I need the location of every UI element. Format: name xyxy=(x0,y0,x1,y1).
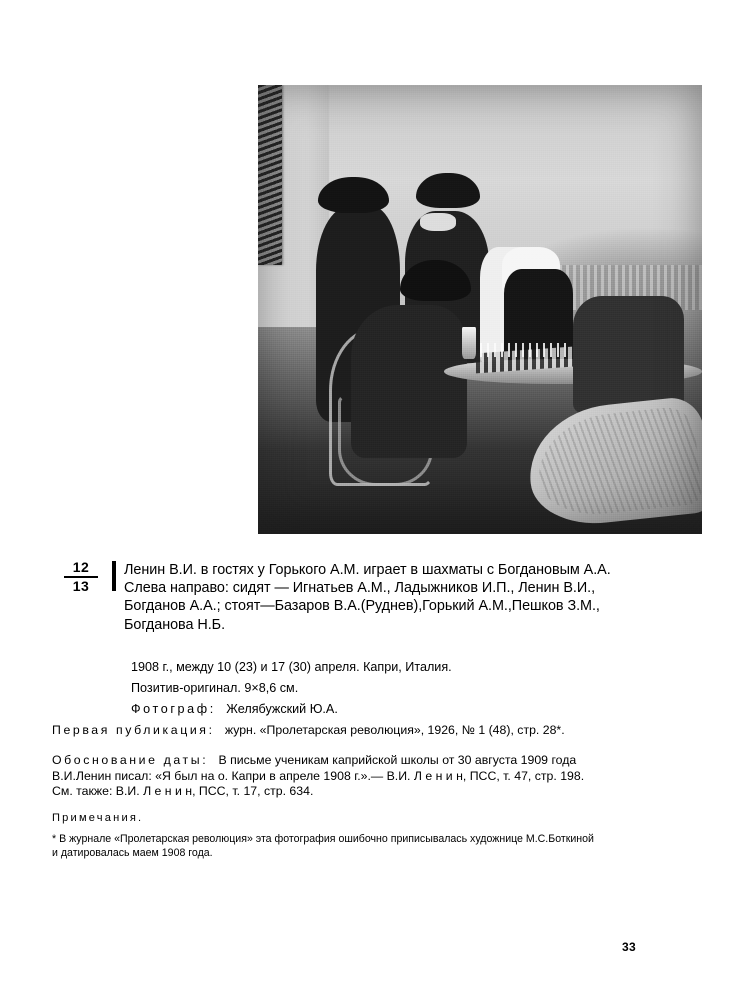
photograph-image xyxy=(258,85,702,534)
notes-heading: Примечания. xyxy=(52,812,144,824)
date-justification-line-2: В.И.Ленин писал: «Я был на о. Капри в апреле 1908 г.».— В.И. Л е н и н, ПСС, т. 47, стр. 198. xyxy=(52,768,585,783)
notes-footnote-line-2: и датировалась маем 1908 года. xyxy=(52,847,213,859)
caption-line-2: Слева направо: сидят — Игнатьев А.М., Ладыжников И.П., Ленин В.И., xyxy=(124,580,596,597)
first-publication-line xyxy=(52,723,742,739)
metadata-photographer-label: Фотограф: xyxy=(131,702,216,716)
caption-line-1: Ленин В.И. в гостях у Горького А.М. играет в шахматы с Богдановым А.А. xyxy=(124,562,611,578)
notes-section xyxy=(52,811,742,861)
photo-vignette xyxy=(258,85,702,534)
folio-fraction xyxy=(58,560,104,594)
page-number: 33 xyxy=(622,940,636,954)
caption-line-3: Богданов А.А.; стоят—Базаров В.А.(Руднев),Горький А.М.,Пешков З.М., xyxy=(124,598,600,615)
folio-number-bottom: 13 xyxy=(72,578,90,594)
photo-metadata-block xyxy=(131,657,731,720)
caption-vertical-bar xyxy=(112,561,116,591)
folio-number-top: 12 xyxy=(72,559,90,575)
first-publication-label: Первая публикация: xyxy=(52,723,215,737)
first-publication-section xyxy=(52,723,742,739)
date-justification-label: Обоснование даты: xyxy=(52,753,209,767)
photo-caption xyxy=(124,561,744,634)
metadata-original: Позитив-оригинал. 9×8,6 см. xyxy=(131,681,299,695)
date-justification-section xyxy=(52,753,742,800)
caption-line-4: Богданова Н.Б. xyxy=(124,616,226,633)
date-justification-line-3: См. также: В.И. Л е н и н, ПСС, т. 17, стр. 634. xyxy=(52,784,314,799)
date-justification-line-1-text: В письме ученикам каприйской школы от 30 августа 1909 года xyxy=(218,753,577,767)
metadata-photographer-name: Желябужский Ю.А. xyxy=(226,702,338,716)
metadata-photographer xyxy=(131,699,731,720)
metadata-date: 1908 г., между 10 (23) и 17 (30) апреля. Капри, Италия. xyxy=(131,660,452,674)
first-publication-text: журн. «Пролетарская революция», 1926, № 1 (48), стр. 28*. xyxy=(224,723,565,737)
notes-footnote-line-1: * В журнале «Пролетарская революция» эта фотография ошибочно приписывалась художнице М.С.Боткиной xyxy=(52,833,594,846)
photograph-figure xyxy=(258,85,702,534)
date-justification-line-1 xyxy=(52,753,742,769)
